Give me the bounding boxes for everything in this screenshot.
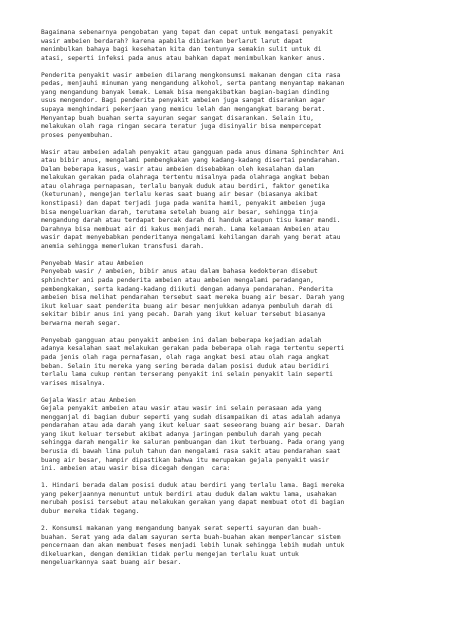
text-line: adanya kesalahan saat melakukan gerakan pada beberapa olah raga tertentu seperti	[41, 345, 345, 353]
text-line: proses penyembuhan.	[41, 131, 114, 139]
text-line: usus mengendor. Bagi penderita penyakit ambeien juga sangat disarankan agar	[41, 97, 326, 105]
text-line: wasir dapat menyebabkan penderitanya mengalami kehilangan darah yang berat atau	[41, 234, 341, 242]
text-line: pedas, menjauhi minuman yang mengandung alkohol, serta pantang menyantap makanan	[41, 80, 345, 88]
text-line: melakukan olah raga ringan secara teratur juga disinyalir bisa mempercepat	[41, 123, 322, 131]
text-line: Penyebab gangguan atau penyakit ambeien ini dalam beberapa kejadian adalah	[41, 336, 322, 344]
text-line: Dalam beberapa kasus, wasir atau ambeien disebabkan oleh kesalahan dalam	[41, 165, 314, 173]
text-line: atau olahraga pernapasan, terlalu banyak duduk atau berdiri, faktor genetika	[41, 182, 330, 190]
text-line: wasir ambeien berdarah? karena apabila dibiarkan berlarut larut dapat	[41, 37, 303, 45]
paragraph	[41, 482, 413, 516]
paragraph	[41, 268, 413, 328]
section-heading	[41, 397, 413, 406]
text-line: Penderita penyakit wasir ambeien dilarang mengkonsumsi makanan dengan cita rasa	[41, 71, 341, 79]
text-line: sphinchter ani pada penderita ambeien atau ambeien mengalami peradangan,	[41, 277, 314, 284]
text-line: melakukan gerakan pada olahraga tertentu misalnya pada olahraga angkat beban	[41, 174, 330, 182]
text-line: Wasir atau ambeien adalah penyakit atau gangguan pada anus dimana Sphinchter Ani	[41, 148, 345, 156]
text-line: buang air besar, hampir dipastikan bahwa itu merupakan gejala penyakit wasir	[41, 456, 330, 464]
text-line: bisa mengeluarkan darah, terutama setelah buang air besar, sehingga tinja	[41, 208, 318, 216]
text-line: pendarahan atau ada darah yang ikut keluar saat seseorang buang air besar. Darah	[41, 422, 345, 430]
text-line: menimbulkan bahaya bagi kesehatan kita dan tentunya semakin sulit untuk di	[41, 46, 322, 54]
text-line: ikut keluar saat penderita buang air besar menjukkan adanya pembuluh darah di	[41, 302, 333, 310]
paragraph	[41, 149, 413, 252]
paragraph	[41, 525, 413, 568]
document-page	[41, 29, 413, 576]
text-line: sehingga darah mengalir ke saluran pembuangan dan ikut terbuang. Pada orang yang	[41, 439, 345, 447]
text-line: merubah posisi tersebut atau melakukan gerakan yang dapat membuat otot di bagian	[41, 499, 345, 507]
paragraph	[41, 405, 413, 473]
text-line: Bagaimana sebenarnya pengobatan yang tepat dan cepat untuk mengatasi penyakit	[41, 29, 333, 36]
text-line: atau bibir anus, mengalami pembengkakan yang kadang-kadang disertai pendarahan.	[41, 157, 341, 165]
paragraph	[41, 29, 413, 63]
text-line: dikeluarkan, dengan demikian tidak perlu mengejan terlalu kuat untuk	[41, 550, 299, 558]
text-line: sekitar bibir anus ini yang pecah. Darah yang ikut keluar tersebut biasanya	[41, 311, 326, 319]
text-line: Gejala penyakit ambeien atau wasir atau wasir ini selain perasaan ada yang	[41, 405, 322, 413]
text-line: konstipasi) dan dapat terjadi juga pada wanita hamil, penyakit ambeien juga	[41, 200, 326, 208]
text-line: ambeien bisa melihat pendarahan tersebut saat mereka buang air besar. Darah yang	[41, 294, 345, 302]
text-line: yang pekerjaannya menuntut untuk berdiri atau duduk dalam waktu lama, usahakan	[41, 490, 337, 498]
text-line: yang ikut keluar tersebut akibat adanya jaringan pembuluh darah yang pecah	[41, 430, 322, 438]
text-line: berusia di bawah lima puluh tahun dan mengalami rasa sakit atau pendarahan saat	[41, 448, 341, 456]
text-line: (keturunan), mengejan terlalu keras saat buang air besar (biasanya akibat	[41, 191, 318, 199]
text-line: mengandung darah atau terdapat bercak darah di handuk ataupun tisu kamar mandi.	[41, 217, 341, 225]
paragraph	[41, 337, 413, 388]
text-line: terlalu lama cukup rentan terserang penyakit ini selain penyakit lain seperti	[41, 371, 333, 379]
text-line: yang mengandung banyak lemak. Lemak bisa mengakibatkan bagian-bagian dinding	[41, 88, 330, 96]
text-line: Penyebab wasir / ambeien, bibir anus atau dalam bahasa kedokteran disebut	[41, 268, 318, 276]
text-line: pembengkakan, serta kadang-kadang diikuti dengan adanya pendarahan. Penderita	[41, 285, 333, 293]
text-line: mengeluarkannya saat buang air besar.	[41, 559, 182, 567]
text-line: pencernaan dan akan membuat feses menjadi lebih lunak sehingga lebih mudah untuk	[41, 542, 345, 550]
text-line: 1. Hindari berada dalam posisi duduk atau berdiri yang terlalu lama. Bagi mereka	[41, 482, 345, 490]
section-heading	[41, 260, 413, 269]
text-line: beban. Selain itu mereka yang sering berada dalam posisi duduk atau beridiri	[41, 362, 330, 370]
text-line: ini. ambeien atau wasir bisa dicegah dengan cara:	[41, 465, 231, 473]
text-line: Menyantap buah buahan serta sayuran segar sangat disarankan. Selain itu,	[41, 114, 314, 122]
text-line: Penyebab Wasir atau Ambeien	[41, 259, 144, 267]
text-line: mengganjal di bagian dubur seperti yang sudah disampaikan di atas adalah adanya	[41, 413, 341, 421]
text-line: buahan. Serat yang ada dalam sayuran serta buah-buahan akan memperlancar sistem	[41, 533, 341, 541]
text-line: Gejala Wasir atau Ambeien	[41, 396, 136, 404]
text-line: Darahnya bisa membuat air di kakus menjadi merah. Lama kelamaan Ambeien atau	[41, 225, 330, 233]
paragraph	[41, 72, 413, 140]
text-line: 2. Konsumsi makanan yang mengandung banyak serat seperti sayuran dan buah-	[41, 525, 322, 533]
text-line: anemia sehingga memerlukan transfusi darah.	[41, 242, 205, 250]
text-line: atasi, seperti infeksi pada anus atau bahkan dapat menimbulkan kanker anus.	[41, 54, 326, 62]
text-line: berwarna merah segar.	[41, 319, 121, 327]
text-line: supaya menghindari pekerjaan yang memicu lelah dan mengangkat barang berat.	[41, 105, 326, 113]
text-line: pada jenis olah raga pernafasan, olah raga angkat besi atau olah raga angkat	[41, 353, 330, 361]
text-line: dubur mereka tidak tegang.	[41, 507, 140, 515]
text-line: varises misalnya.	[41, 379, 106, 387]
